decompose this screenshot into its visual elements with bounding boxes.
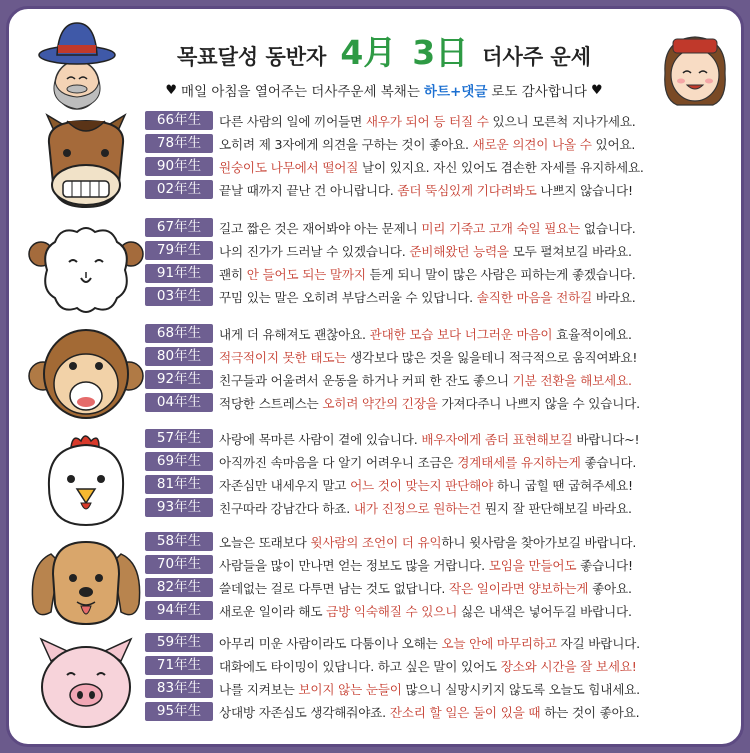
year-badge: 66年生 — [145, 111, 213, 130]
fortune-row — [145, 262, 737, 285]
year-badge: 59年生 — [145, 633, 213, 652]
year-badge: 94年生 — [145, 601, 213, 620]
fortune-text: 친구따라 강남간다 하죠. 내가 진정으로 원하는건 뭔지 잘 판단해보길 바라요. — [219, 501, 632, 516]
fortune-row — [145, 576, 737, 599]
section-chicken — [9, 427, 747, 527]
fortune-row — [145, 132, 737, 155]
title-suffix: 더사주 운세 — [482, 45, 591, 69]
fortune-text: 다른 사람의 일에 끼어들면 새우가 되어 등 터질 수 있으니 모른척 지나가세요. — [219, 114, 636, 129]
fortune-text: 내게 더 유해져도 괜찮아요. 관대한 모습 보다 너그러운 마음이 효율적이에요. — [219, 327, 632, 342]
fortune-row — [145, 553, 737, 576]
title-prefix: 목표달성 동반자 — [177, 45, 327, 69]
year-badge: 81年生 — [145, 475, 213, 494]
fortune-text: 꾸밈 있는 말은 오히려 부담스러울 수 있답니다. 솔직한 마음을 전하길 바라요. — [219, 290, 636, 305]
fortune-list — [145, 216, 737, 308]
year-badge: 71年生 — [145, 656, 213, 675]
section-dog — [9, 530, 747, 630]
fortune-text: 상대방 자존심도 생각해줘야죠. 잔소리 할 일은 둘이 있을 때 하는 것이 좋아요. — [219, 705, 640, 720]
horse-icon — [27, 113, 145, 209]
year-badge: 70年生 — [145, 555, 213, 574]
subtitle — [134, 79, 634, 101]
fortune-row — [145, 496, 737, 519]
fortune-text: 나의 진가가 드러날 수 있겠습니다. 준비해왔던 능력을 모두 펼쳐보길 바라요. — [219, 244, 632, 259]
year-badge: 68年生 — [145, 324, 213, 343]
fortune-row — [145, 368, 737, 391]
fortune-text: 자존심만 내세우지 말고 어느 것이 맞는지 판단해야 하니 굽힐 땐 굽혀주세요! — [219, 478, 633, 493]
fortune-list — [145, 530, 737, 622]
year-badge: 58年生 — [145, 532, 213, 551]
fortune-text: 길고 짧은 것은 재어봐야 아는 문제니 미리 기죽고 고개 숙일 필요는 없습니다. — [219, 221, 636, 236]
year-badge: 03年生 — [145, 287, 213, 306]
fortune-row — [145, 473, 737, 496]
fortune-text: 친구들과 어울려서 운동을 하거나 커피 한 잔도 좋으니 기분 전환을 해보세요. — [219, 373, 632, 388]
fortune-text: 대화에도 타이밍이 있답니다. 하고 싶은 말이 있어도 장소와 시간을 잘 보세요! — [219, 659, 637, 674]
year-badge: 02年生 — [145, 180, 213, 199]
year-badge: 83年生 — [145, 679, 213, 698]
year-badge: 57年生 — [145, 429, 213, 448]
fortune-row — [145, 700, 737, 723]
fortune-text: 아직까진 속마음을 다 알기 어려우니 조금은 경계태세를 유지하는게 좋습니다. — [219, 455, 637, 470]
fortune-text: 새로운 일이라 해도 금방 익숙해질 수 있으니 싫은 내색은 넣어두길 바랍니다. — [219, 604, 632, 619]
fortune-row — [145, 239, 737, 262]
header — [9, 9, 747, 109]
fortune-list — [145, 427, 737, 519]
heart-icon: ♥ — [165, 82, 178, 98]
section-sheep — [9, 216, 747, 316]
fortune-row — [145, 109, 737, 132]
fortune-row — [145, 216, 737, 239]
fortune-row — [145, 654, 737, 677]
year-badge: 82年生 — [145, 578, 213, 597]
subtitle-text-a: 매일 아침을 열어주는 더사주운세 복채는 — [181, 84, 420, 100]
fortune-list — [145, 322, 737, 414]
fortune-text: 나를 지켜보는 보이지 않는 눈들이 많으니 실망시키지 않도록 오늘도 힘내세요. — [219, 682, 640, 697]
title-day: 3日 — [412, 33, 469, 72]
fortune-row — [145, 285, 737, 308]
year-badge: 04年生 — [145, 393, 213, 412]
subtitle-highlight: 하트+댓글 — [423, 84, 488, 100]
fortune-text: 적극적이지 못한 태도는 생각보다 많은 것을 잃을테니 적극적으로 움직여봐요! — [219, 350, 638, 365]
year-badge: 95年生 — [145, 702, 213, 721]
fortune-text: 끝날 때까지 끝난 건 아니랍니다. 좀더 뚝심있게 기다려봐도 나쁘지 않습니다! — [219, 183, 633, 198]
fortune-row — [145, 631, 737, 654]
fortune-row — [145, 322, 737, 345]
fortune-row — [145, 450, 737, 473]
fortune-row — [145, 178, 737, 201]
fortune-row — [145, 530, 737, 553]
year-badge: 91年生 — [145, 264, 213, 283]
year-badge: 90年生 — [145, 157, 213, 176]
fortune-teller-woman-avatar — [657, 29, 733, 109]
fortune-row — [145, 345, 737, 368]
pig-icon — [27, 635, 145, 731]
fortune-text: 원숭이도 나무에서 떨어질 날이 있지요. 자신 있어도 겸손한 자세를 유지하세요. — [219, 160, 644, 175]
fortune-row — [145, 677, 737, 700]
fortune-text: 사람들을 많이 만나면 얻는 정보도 많을 거랍니다. 모임을 만들어도 좋습니다! — [219, 558, 633, 573]
fortune-text: 괜히 안 들어도 되는 말까지 듣게 되니 말이 많은 사람은 피하는게 좋겠습니다. — [219, 267, 636, 282]
year-badge: 80年生 — [145, 347, 213, 366]
fortune-list — [145, 631, 737, 723]
fortune-row — [145, 599, 737, 622]
section-monkey — [9, 322, 747, 422]
fortune-text: 오늘은 또래보다 윗사람의 조언이 더 유익하니 윗사람을 찾아가보길 바랍니다. — [219, 535, 637, 550]
dog-icon — [27, 534, 145, 630]
fortune-row — [145, 391, 737, 414]
fortune-text: 적당한 스트레스는 오히려 약간의 긴장을 가져다주니 나쁘지 않을 수 있습니다. — [219, 396, 640, 411]
year-badge: 78年生 — [145, 134, 213, 153]
fortune-text: 오히려 제 3자에게 의견을 구하는 것이 좋아요. 새로운 의견이 나올 수 있어요. — [219, 137, 636, 152]
year-badge: 92年生 — [145, 370, 213, 389]
year-badge: 79年生 — [145, 241, 213, 260]
year-badge: 93年生 — [145, 498, 213, 517]
subtitle-text-b: 로도 감사합니다 — [491, 84, 587, 100]
fortune-list — [145, 109, 737, 201]
fortune-text: 쓸데없는 걸로 다투면 남는 것도 없답니다. 작은 일이라면 양보하는게 좋아요. — [219, 581, 632, 596]
section-horse — [9, 109, 747, 209]
title-month: 4月 — [340, 33, 397, 72]
year-badge: 69年生 — [145, 452, 213, 471]
sheep-icon — [27, 220, 145, 316]
heart-icon: ♥ — [590, 82, 603, 98]
chicken-icon — [27, 431, 145, 527]
page-title — [134, 27, 634, 71]
fortune-teller-man-avatar — [37, 15, 117, 111]
fortune-row — [145, 155, 737, 178]
fortune-text: 사랑에 목마른 사람이 곁에 있습니다. 배우자에게 좀더 표현해보길 바랍니다~! — [219, 432, 640, 447]
fortune-row — [145, 427, 737, 450]
section-pig — [9, 631, 747, 731]
fortune-text: 아무리 미운 사람이라도 다툼이나 오해는 오늘 안에 마무리하고 자길 바랍니다. — [219, 636, 640, 651]
card-frame — [6, 6, 744, 747]
monkey-icon — [27, 326, 145, 422]
year-badge: 67年生 — [145, 218, 213, 237]
